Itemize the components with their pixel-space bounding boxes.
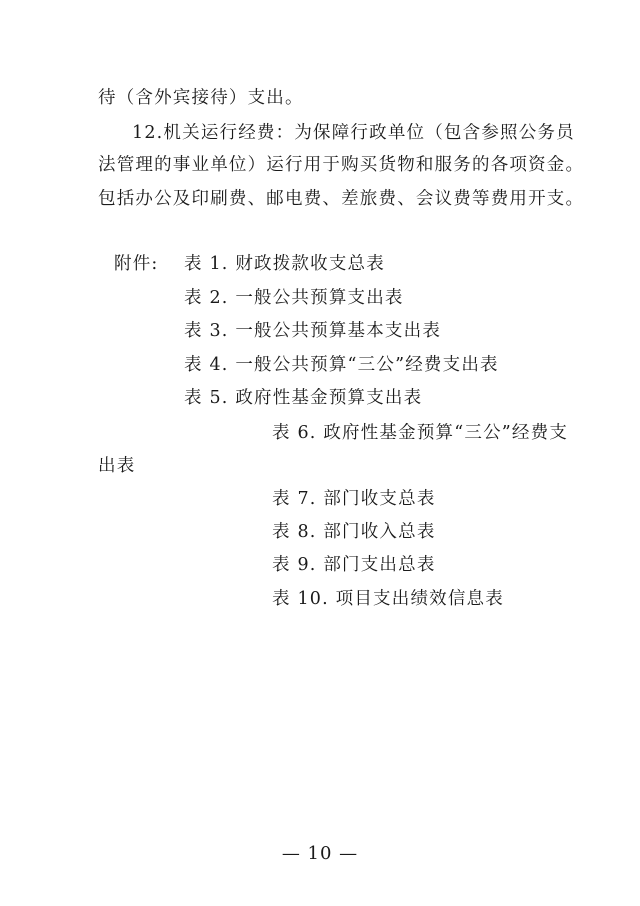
body-line-1: 待（含外宾接待）支出。 [98, 88, 304, 108]
attachment-item-7: 表 7. 部门收支总表 [272, 489, 436, 509]
attachments-label: 附件: [114, 254, 159, 274]
body-line-2: 12.机关运行经费：为保障行政单位（包含参照公务员 [132, 123, 575, 143]
body-line-3: 法管理的事业单位）运行用于购买货物和服务的各项资金。 [98, 155, 585, 175]
attachment-item-10: 表 10. 项目支出绩效信息表 [272, 589, 504, 609]
attachment-item-6-continued: 出表 [98, 456, 136, 476]
attachment-item-4: 表 4. 一般公共预算“三公”经费支出表 [184, 355, 499, 375]
attachment-item-3: 表 3. 一般公共预算基本支出表 [184, 321, 442, 341]
attachment-item-9: 表 9. 部门支出总表 [272, 555, 436, 575]
attachment-item-6: 表 6. 政府性基金预算“三公”经费支 [272, 423, 569, 443]
attachment-item-2: 表 2. 一般公共预算支出表 [184, 288, 404, 308]
attachment-item-5: 表 5. 政府性基金预算支出表 [184, 388, 423, 408]
body-line-4: 包括办公及印刷费、邮电费、差旅费、会议费等费用开支。 [98, 189, 585, 209]
attachment-item-1: 表 1. 财政拨款收支总表 [184, 254, 385, 274]
page-number: — 10 — [281, 843, 359, 864]
attachment-item-8: 表 8. 部门收入总表 [272, 522, 436, 542]
